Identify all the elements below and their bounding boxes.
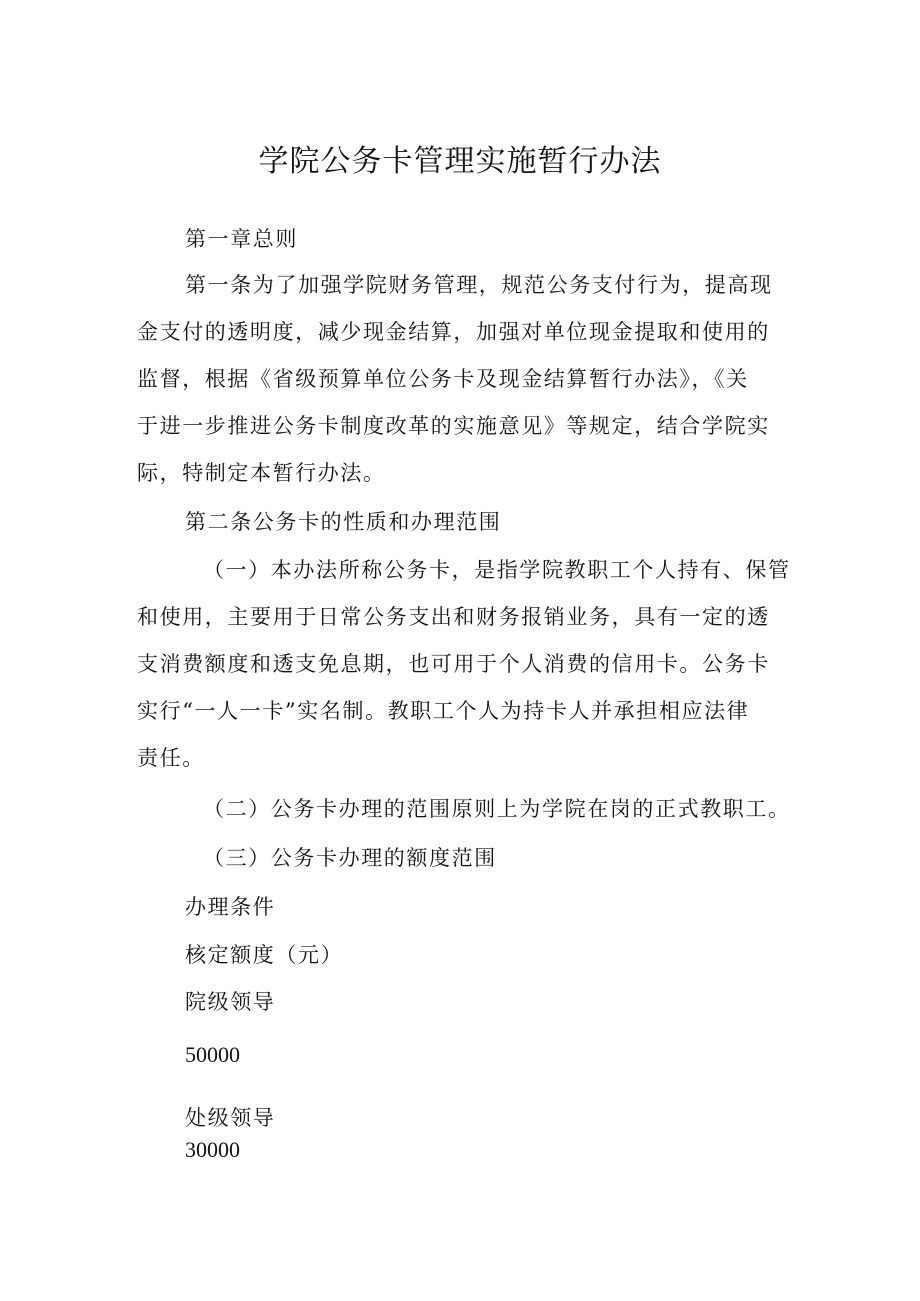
item2-text: （二）公务卡办理的范围原则上为学院在岗的正式教职工。 — [203, 797, 791, 821]
table-header-amount: 核定额度（元） — [185, 943, 344, 967]
item1-line-5: 责任。 — [137, 746, 205, 770]
article1-line-4: 于进一步推进公务卡制度改革的实施意见》等规定，结合学院实 — [137, 414, 770, 438]
chapter-heading: 第一章总则 — [185, 227, 298, 251]
table-row-condition: 处级领导 — [185, 1106, 276, 1130]
item3-text: （三）公务卡办理的额度范围 — [203, 846, 497, 870]
item1-line-2: 和使用，主要用于日常公务支出和财务报销业务，具有一定的透 — [137, 605, 770, 629]
article2-heading: 第二条公务卡的性质和办理范围 — [185, 510, 502, 534]
item1-line-4: 实行“一人一卡”实名制。教职工个人为持卡人并承担相应法律 — [137, 699, 750, 723]
item1-line-1: （一）本办法所称公务卡，是指学院教职工个人持有、保管 — [203, 558, 791, 582]
table-row-condition: 院级领导 — [185, 990, 276, 1014]
table-row-amount: 50000 — [185, 1042, 240, 1067]
table-row-amount: 30000 — [185, 1137, 240, 1162]
article1-line-5: 际，特制定本暂行办法。 — [137, 461, 386, 485]
item1-line-3: 支消费额度和透支免息期，也可用于个人消费的信用卡。公务卡 — [137, 652, 770, 676]
document-title: 学院公务卡管理实施暂行办法 — [258, 144, 662, 179]
article1-line-1: 第一条为了加强学院财务管理，规范公务支付行为，提高现 — [185, 273, 773, 297]
table-header-condition: 办理条件 — [185, 895, 276, 919]
article1-line-3: 监督，根据《省级预算单位公务卡及现金结算暂行办法》，《关 — [137, 367, 749, 391]
article1-line-2: 金支付的透明度，减少现金结算，加强对单位现金提取和使用的 — [137, 320, 770, 344]
